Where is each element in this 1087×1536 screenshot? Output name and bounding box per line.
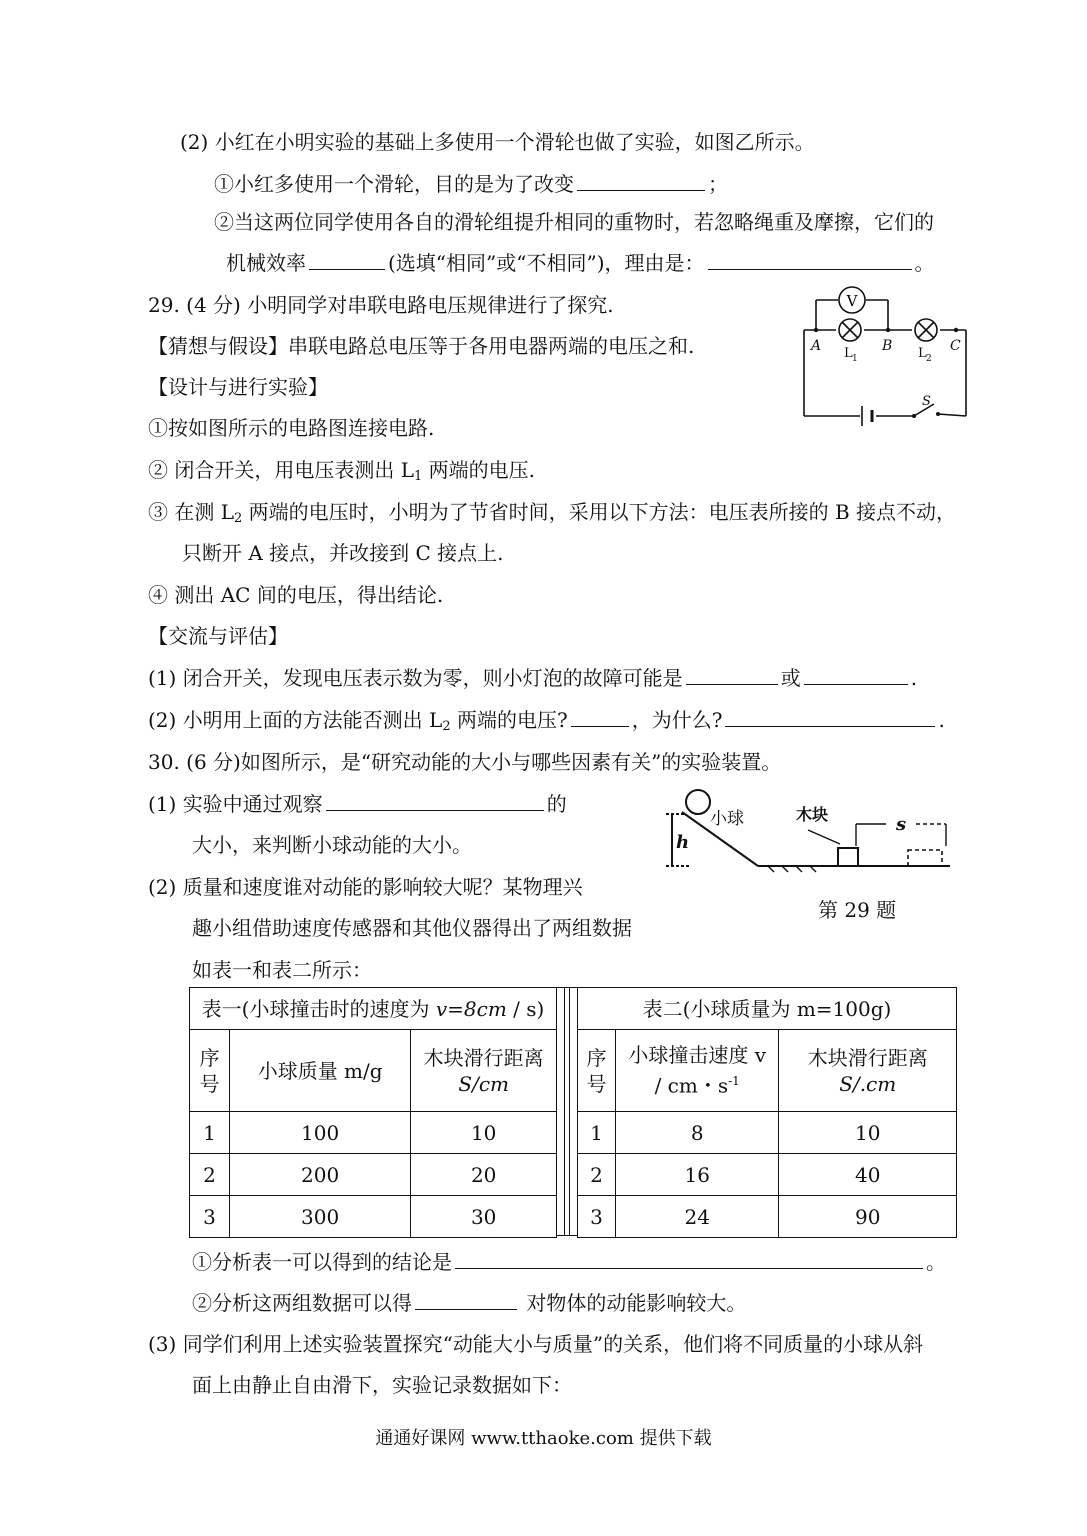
answer-blank[interactable] xyxy=(577,170,705,191)
header-text: S/cm xyxy=(458,1071,509,1096)
q30-p2: (2) 质量和速度谁对动能的影响较大呢？某物理兴 xyxy=(148,875,583,899)
header-text: S/.cm xyxy=(839,1071,897,1096)
table-cell: 1 xyxy=(190,1112,230,1154)
subscript: 2 xyxy=(926,354,932,364)
table-cell: 90 xyxy=(779,1196,957,1238)
table-row xyxy=(190,1112,557,1154)
q30-p1-cont: 大小，来判断小球动能的大小。 xyxy=(192,833,472,857)
table-cell: 24 xyxy=(615,1196,779,1238)
q29-design-heading: 【设计与进行实验】 xyxy=(148,375,328,399)
q28-sub1-text: ①小红多使用一个滑轮，目的是为了改变 xyxy=(214,172,574,196)
table-cell: 2 xyxy=(190,1154,230,1196)
q29-step2-text2: 两端的电压. xyxy=(428,458,535,482)
header-text: 号 xyxy=(199,1071,220,1096)
q30-title: 30. (6 分)如图所示，是“研究动能的大小与哪些因素有关”的实验装置。 xyxy=(148,750,782,774)
answer-blank[interactable] xyxy=(725,706,935,727)
table-cell: 40 xyxy=(779,1154,957,1196)
q30-a1-end: 。 xyxy=(926,1250,946,1274)
q29-step4: ④ 测出 AC 间的电压，得出结论. xyxy=(148,583,444,607)
q28-part2-stem: (2) 小红在小明实验的基础上多使用一个滑轮也做了实验，如图乙所示。 xyxy=(180,130,815,154)
table-divider xyxy=(557,987,577,1236)
voltmeter-label: V xyxy=(846,292,858,310)
subscript: 1 xyxy=(852,354,858,364)
q29-eval2-text2: 两端的电压? xyxy=(456,708,568,732)
q28-sub2: ②当这两位同学使用各自的滑轮组提升相同的重物时，若忽略绳重及摩擦，它们的 xyxy=(214,210,934,234)
q29-eval-heading: 【交流与评估】 xyxy=(148,624,288,648)
block-end-icon xyxy=(908,850,942,866)
header-text: 序 xyxy=(586,1045,607,1070)
q28-sub2-text: 机械效率 xyxy=(226,251,306,275)
table-cell: 10 xyxy=(411,1112,557,1154)
header-text: 木块滑行距离 xyxy=(807,1045,928,1070)
h-label: h xyxy=(676,832,690,853)
point-c-label: C xyxy=(950,338,961,354)
answer-blank[interactable] xyxy=(415,1289,517,1310)
q30-p3-cont: 面上由静止自由滑下，实验记录数据如下： xyxy=(192,1373,572,1397)
q28-sub2-cont xyxy=(226,249,935,277)
subscript: 2 xyxy=(234,511,243,526)
q29-step1: ①按如图所示的电路图连接电路. xyxy=(148,416,435,440)
ball-label: 小球 xyxy=(710,809,744,829)
header-text: / cm・s xyxy=(654,1073,729,1098)
q29-eval1 xyxy=(148,664,917,692)
q29-eval2 xyxy=(148,706,945,741)
header-cell xyxy=(190,1030,230,1112)
voltmeter-icon xyxy=(839,287,865,313)
q29-step2 xyxy=(148,456,535,491)
ramp-figure xyxy=(660,786,960,882)
table-cell: 20 xyxy=(411,1154,557,1196)
q30-p3: (3) 同学们利用上述实验装置探究“动能大小与质量”的关系，他们将不同质量的小球从斜 xyxy=(148,1332,924,1356)
header-cell xyxy=(411,1030,557,1112)
header-cell xyxy=(615,1030,779,1112)
q28-sub2-end: 。 xyxy=(914,251,935,275)
q29-eval1-or: 或 xyxy=(780,666,801,690)
header-text: 小球撞击速度 v xyxy=(628,1043,767,1068)
s-label: s xyxy=(896,814,907,835)
header-cell: 小球质量 m/g xyxy=(229,1030,410,1112)
caption-text: / s) xyxy=(506,996,545,1021)
header-cell xyxy=(779,1030,957,1112)
answer-blank[interactable] xyxy=(309,249,385,270)
q28-sub2-mid: (选填“相同”或“不相同”)，理由是： xyxy=(388,251,705,275)
caption-speed: v=8cm xyxy=(435,996,507,1021)
answer-blank[interactable] xyxy=(804,664,908,685)
table-row xyxy=(190,1154,557,1196)
q30-a2-text: ②分析这两组数据可以得 xyxy=(192,1291,412,1315)
block-label: 木块 xyxy=(796,805,829,824)
table-two xyxy=(577,987,957,1238)
q29-step3 xyxy=(148,498,956,533)
answer-blank[interactable] xyxy=(326,790,544,811)
q29-step3-text: ③ 在测 L xyxy=(148,500,234,524)
q29-step3-cont: 只断开 A 接点，并改接到 C 接点上. xyxy=(182,541,504,565)
circuit-diagram xyxy=(790,280,980,430)
q30-p1-text: (1) 实验中通过观察 xyxy=(148,792,323,816)
q30-p2-cont: 趣小组借助速度传感器和其他仪器得出了两组数据 xyxy=(192,916,632,940)
header-text: 号 xyxy=(586,1071,607,1096)
q30-a2 xyxy=(192,1289,746,1317)
table-row xyxy=(190,1196,557,1238)
table-cell: 100 xyxy=(229,1112,410,1154)
table-one xyxy=(189,987,557,1238)
point-a-label: A xyxy=(811,338,822,354)
lamp1-label: L xyxy=(844,346,853,361)
table-cell: 200 xyxy=(229,1154,410,1196)
page-footer: 通通好课网 www.tthaoke.com 提供下载 xyxy=(375,1428,712,1449)
table-row xyxy=(578,1112,957,1154)
subscript: 2 xyxy=(442,719,451,734)
superscript: -1 xyxy=(728,1074,740,1089)
answer-blank[interactable] xyxy=(686,664,778,685)
q29-eval2-text: (2) 小明用上面的方法能否测出 L xyxy=(148,708,443,732)
table-two-caption: 表二(小球质量为 m=100g) xyxy=(578,988,957,1030)
answer-blank[interactable] xyxy=(455,1248,923,1269)
subscript: 1 xyxy=(414,469,423,484)
header-cell xyxy=(578,1030,616,1112)
table-row xyxy=(578,1196,957,1238)
header-text: 序 xyxy=(199,1045,220,1070)
table-cell: 16 xyxy=(615,1154,779,1196)
q30-p1 xyxy=(148,790,567,818)
block-icon xyxy=(838,848,858,866)
table-cell: 30 xyxy=(411,1196,557,1238)
q29-eval1-end: . xyxy=(910,666,918,690)
q30-a2-end: 对物体的动能影响较大。 xyxy=(526,1291,747,1315)
q30-p2-cont2: 如表一和表二所示： xyxy=(192,958,372,982)
answer-blank[interactable] xyxy=(571,706,629,727)
answer-blank[interactable] xyxy=(708,249,912,270)
q29-hypothesis: 【猜想与假设】串联电路总电压等于各用电器两端的电压之和. xyxy=(148,334,695,358)
q30-p1-end: 的 xyxy=(546,792,567,816)
ball-icon xyxy=(686,790,710,814)
table-cell: 300 xyxy=(229,1196,410,1238)
q30-a1 xyxy=(192,1248,946,1276)
table-cell: 1 xyxy=(578,1112,616,1154)
table-row xyxy=(578,1154,957,1196)
table-cell: 2 xyxy=(578,1154,616,1196)
q29-eval2-why: ，为什么? xyxy=(631,708,723,732)
table-cell: 8 xyxy=(615,1112,779,1154)
q29-eval2-end: . xyxy=(938,708,945,732)
table-cell: 10 xyxy=(779,1112,957,1154)
table-cell: 3 xyxy=(190,1196,230,1238)
point-b-label: B xyxy=(882,338,893,354)
header-text: 木块滑行距离 xyxy=(423,1045,544,1070)
figure-caption: 第 29 题 xyxy=(818,898,897,922)
battery-icon xyxy=(862,406,872,426)
q29-step3-text2: 两端的电压时，小明为了节省时间，采用以下方法：电压表所接的 B 接点不动， xyxy=(248,500,957,524)
caption-text: 表一(小球撞击时的速度为 xyxy=(201,996,436,1021)
q29-eval1-text: (1) 闭合开关，发现电压表示数为零，则小灯泡的故障可能是 xyxy=(148,666,683,690)
q30-a1-text: ①分析表一可以得到的结论是 xyxy=(192,1250,452,1274)
lamp2-label: L xyxy=(918,346,927,361)
switch-label: S xyxy=(922,394,931,409)
q29-title: 29. (4 分) 小明同学对串联电路电压规律进行了探究. xyxy=(148,293,614,317)
table-cell: 3 xyxy=(578,1196,616,1238)
table-one-caption xyxy=(190,988,557,1030)
q29-step2-text: ② 闭合开关，用电压表测出 L xyxy=(148,458,414,482)
q28-sub1 xyxy=(214,170,728,198)
q28-sub1-end: ； xyxy=(708,172,728,196)
